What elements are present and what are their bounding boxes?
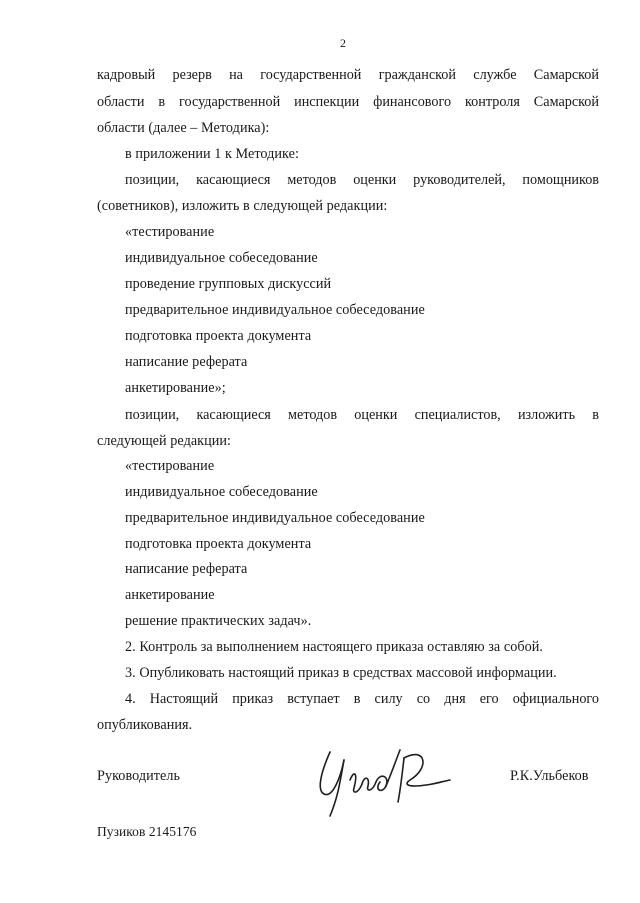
clause-4-continuation: опубликования. (97, 717, 193, 733)
clause-3: 3. Опубликовать настоящий приказ в средствах массовой информации. (125, 665, 557, 681)
managers-list-item: индивидуальное собеседование (125, 250, 318, 266)
body-line-4: в приложении 1 к Методике: (125, 146, 299, 162)
executor-contact: Пузиков 2145176 (97, 824, 197, 839)
body-line-3: области (далее – Методика): (97, 120, 270, 136)
specialists-list-item: предварительное индивидуальное собеседование (125, 510, 425, 526)
specialists-intro-line-1: позиции, касающиеся методов оценки специалистов, изложить в (125, 407, 599, 423)
body-line-2: области в государственной инспекции финансового контроля Самарской (97, 94, 599, 110)
managers-list-item: подготовка проекта документа (125, 328, 312, 344)
signatory-title: Руководитель (97, 768, 180, 784)
body-line-1: кадровый резерв на государственной гражданской службе Самарской (97, 67, 599, 83)
specialists-list-item: анкетирование (125, 587, 215, 603)
signatory-name: Р.К.Ульбеков (510, 768, 589, 784)
body-line-5: позиции, касающиеся методов оценки руководителей, помощников (125, 172, 599, 188)
specialists-list-item: решение практических задач». (125, 613, 312, 629)
specialists-list-item: индивидуальное собеседование (125, 484, 318, 500)
managers-list-item: написание реферата (125, 354, 248, 370)
managers-list-item: предварительное индивидуальное собеседование (125, 302, 425, 318)
specialists-list-item: «тестирование (125, 458, 215, 474)
managers-list-item: проведение групповых дискуссий (125, 276, 332, 292)
clause-4: 4. Настоящий приказ вступает в силу со дня его официального (125, 691, 599, 707)
managers-list-item: анкетирование»; (125, 380, 226, 396)
handwritten-signature (300, 742, 460, 822)
specialists-list-item: подготовка проекта документа (125, 536, 312, 552)
page-number: 2 (340, 36, 346, 50)
specialists-intro-line-2: следующей редакции: (97, 433, 232, 449)
clause-2: 2. Контроль за выполнением настоящего приказа оставляю за собой. (125, 639, 544, 655)
managers-list-item: «тестирование (125, 224, 215, 240)
body-line-6: (советников), изложить в следующей редакции: (97, 198, 388, 214)
specialists-list-item: написание реферата (125, 561, 248, 577)
